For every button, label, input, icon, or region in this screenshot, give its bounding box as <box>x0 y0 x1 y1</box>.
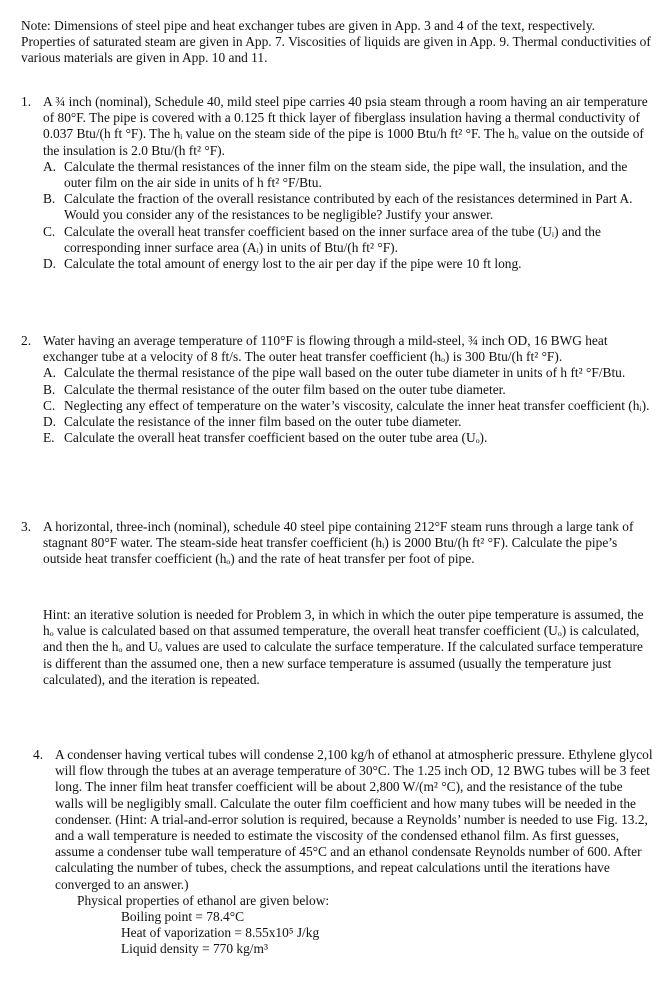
part-item <box>43 365 653 381</box>
problem-number: 3. <box>21 519 32 534</box>
part-text: Calculate the total amount of energy lost to the air per day if the pipe were 10 ft long. <box>64 256 522 272</box>
properties-heading: Physical properties of ethanol are given below: <box>77 892 330 908</box>
part-text: Calculate the overall heat transfer coefficient based on the outer tube area (Uₒ). <box>64 430 488 446</box>
problem-2 <box>21 333 653 446</box>
problem-stem: A horizontal, three-inch (nominal), schedule 40 steel pipe containing 212°F steam runs through a large tank of stagnant 80°F water. The steam-side heat transfer coefficient (hᵢ) is 2000 Btu/(h ft² °F). Calculate the pipe’s outside heat transfer coefficient (hₒ) and the rate of heat transfer per foot of pipe. <box>43 519 634 567</box>
part-letter: D. <box>43 414 57 430</box>
part-letter: C. <box>43 223 56 239</box>
problem-number: 2. <box>21 333 32 348</box>
part-item <box>43 159 653 191</box>
problem-4 <box>33 747 653 958</box>
property-line: Boiling point = 78.4°C <box>121 909 245 925</box>
part-item <box>43 430 653 446</box>
part-text: Calculate the thermal resistances of the inner film on the steam side, the pipe wall, the insulation, and the outer film on the air side in units of h ft² °F/Btu. <box>64 158 628 191</box>
part-letter: A. <box>43 365 57 381</box>
problem-stem: Water having an average temperature of 110°F is flowing through a mild-steel, ¾ inch OD, 16 BWG heat exchanger tube at a velocity of 8 ft/s. The outer heat transfer coefficient (hₒ) is 300 Btu/(h ft² °F). <box>43 333 608 365</box>
note-paragraph: Note: Dimensions of steel pipe and heat exchanger tubes are given in App. 3 and 4 of the text, respectively. Properties of saturated steam are given in App. 7. Viscosities of liquids are given in App. 9. Thermal conductivities of various materials are given in App. 10 and 11. <box>21 18 651 66</box>
part-item <box>43 191 653 223</box>
part-letter: D. <box>43 256 57 272</box>
part-item <box>43 224 653 256</box>
hint-paragraph: Hint: an iterative solution is needed for Problem 3, in which in which the outer pipe temperature is assumed, the hₒ value is calculated based on that assumed temperature, the overall heat transfer coefficient (Uₒ) is calculated, and then the hₒ and Uₒ values are used to calculate the surface temperature. If the calculated surface temperature is different than the assumed one, then a new surface temperature is assumed (usually the temperature just calculated), and the iteration is repeated. <box>43 607 644 687</box>
part-item <box>43 256 653 272</box>
property-line: Liquid density = 770 kg/m³ <box>121 941 268 957</box>
problem-stem: A ¾ inch (nominal), Schedule 40, mild steel pipe carries 40 psia steam through a room having an air temperature of 80°F. The pipe is covered with a 0.125 ft thick layer of fiberglass insulation having a thermal conductivity of 0.037 Btu/(h ft °F). The hᵢ value on the steam side of the pipe is 1000 Btu/h ft² °F. The hₒ value on the outside of the insulation is 2.0 Btu/(h ft² °F). <box>43 94 648 158</box>
part-text: Calculate the overall heat transfer coefficient based on the inner surface area of the tube (Uᵢ) and the corresponding inner surface area (Aᵢ) in units of Btu/(h ft² °F). <box>64 223 601 255</box>
part-letter: C. <box>43 397 56 413</box>
part-item <box>43 414 653 430</box>
part-text: Calculate the thermal resistance of the pipe wall based on the outer tube diameter in units of h ft² °F/Btu. <box>64 365 626 381</box>
part-item <box>43 398 653 414</box>
problem-3 <box>21 519 653 568</box>
part-letter: E. <box>43 430 55 446</box>
part-item <box>43 382 653 398</box>
part-text: Calculate the resistance of the inner film based on the outer tube diameter. <box>64 414 462 430</box>
problem-1 <box>21 94 653 272</box>
problem-parts <box>43 159 653 272</box>
property-line: Heat of vaporization = 8.55x10⁵ J/kg <box>121 925 320 941</box>
part-letter: B. <box>43 381 56 397</box>
part-text: Neglecting any effect of temperature on the water’s viscosity, calculate the inner heat transfer coefficient (hᵢ). <box>64 397 650 413</box>
problem-number: 4. <box>33 747 44 762</box>
problem-parts <box>43 365 653 446</box>
problem-stem: A condenser having vertical tubes will condense 2,100 kg/h of ethanol at atmospheric pressure. Ethylene glycol will flow through the tubes at an average temperature of 30°C. The 1.25 inch OD, 12 BWG tubes will be 3 feet long. The inner film heat transfer coefficient will be about 2,800 W/(m² °C), and the resistance of the tube walls will be negligibly small. Calculate the outer film coefficient and how many tubes will be needed in the condenser. (Hint: A trial-and-error solution is required, because a Reynolds’ number is needed to use Fig. 13.2, and a wall temperature is needed to estimate the viscosity of the condensed ethanol film. As first guesses, assume a condenser tube wall temperature of 45°C and an ethanol condensate Reynolds number of 600. After calculating the number of tubes, check the assumptions, and repeat calculations until the iterations have converged to an answer.) <box>55 747 653 892</box>
part-text: Calculate the thermal resistance of the outer film based on the outer tube diameter. <box>64 381 506 397</box>
part-letter: A. <box>43 158 57 174</box>
part-text: Calculate the fraction of the overall resistance contributed by each of the resistances determined in Part A. Would you consider any of the resistances to be negligible? Justify your answer. <box>64 191 633 223</box>
problem-number: 1. <box>21 94 32 109</box>
part-letter: B. <box>43 191 56 207</box>
